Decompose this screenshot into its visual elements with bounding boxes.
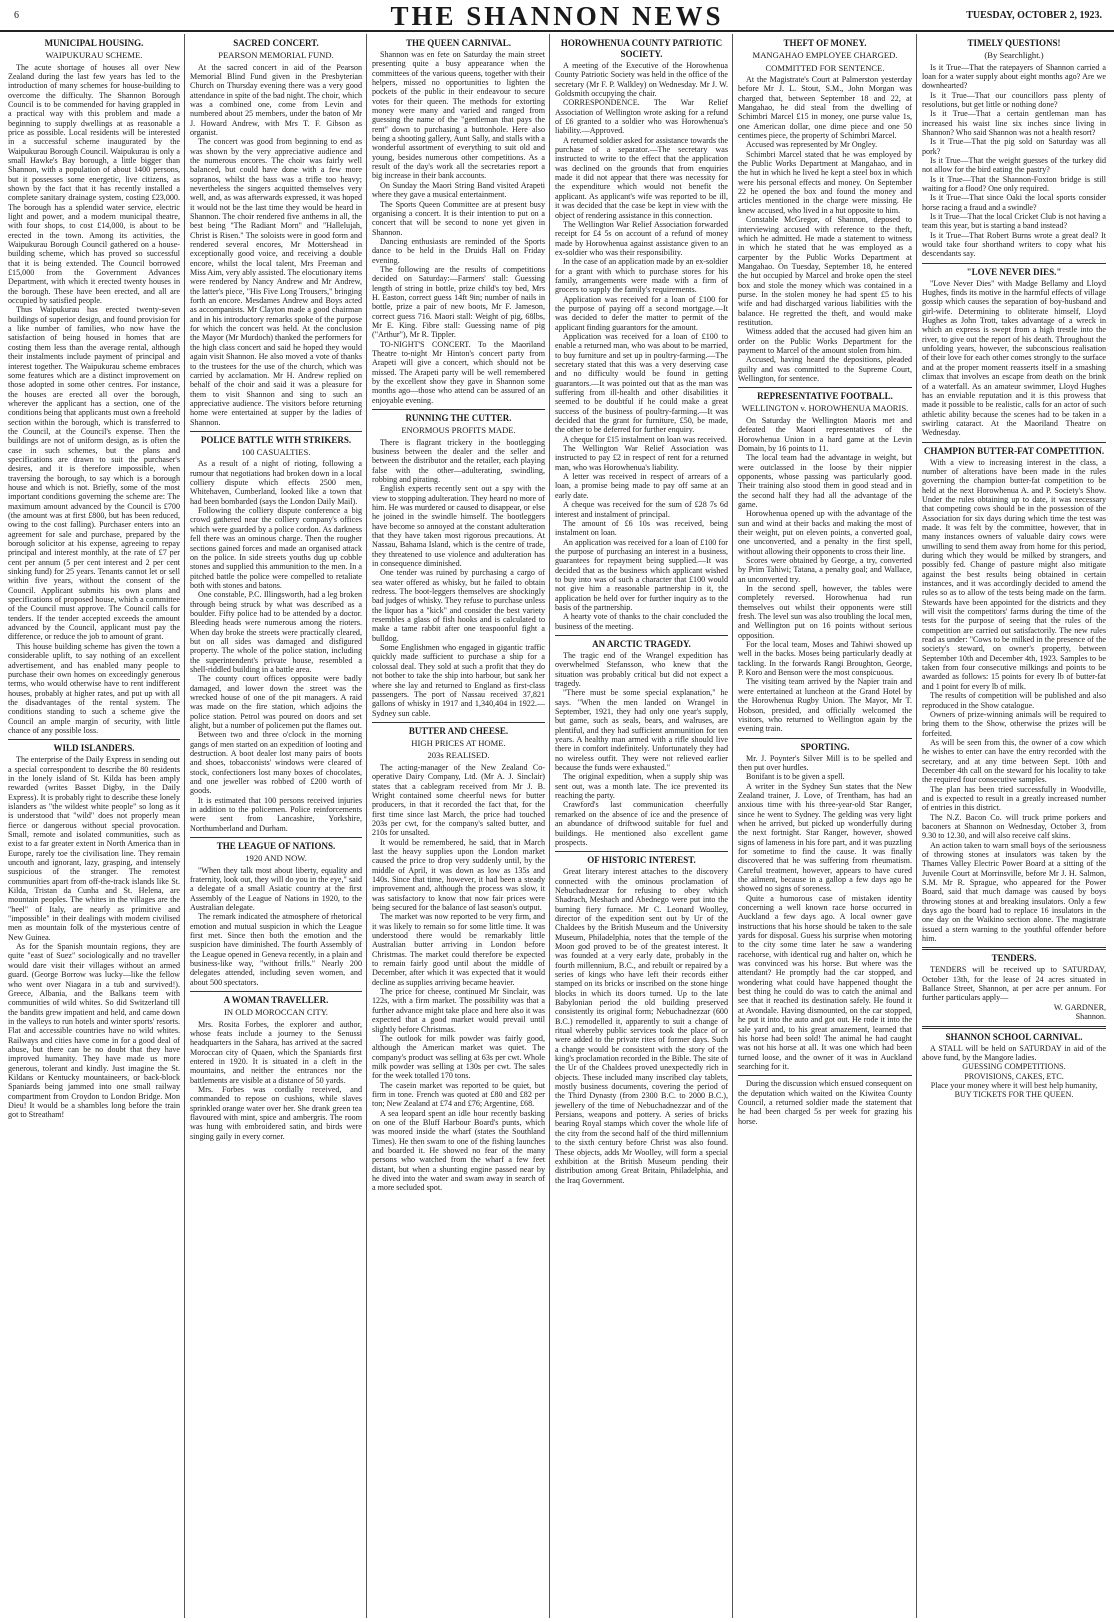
article-paragraph: Following the colliery dispute conference a big crowd gathered near the colliery company's offices which were guarded by a police cordon. As darkness fell there was an ominous charge. Then the rougher sections gained forces and made an organised attack on the police. In side streets youths dug up cobble stones and supplied this ammunition to the men. In a pitched battle the police were compelled to retaliate both with stones and batons. — [190, 506, 362, 590]
article-paragraph: A sea leopard spent an idle hour recently basking on one of the Bluff Harbour Board's punts, which was moored inside the wharf (states the Southland Times). He then swam to one of the fishing launches and boarded it. He showed no fear of the many persons who watched from the wharf a few feet distant, but when a shunting engine passed near by he dived into the water and swam away in search of a more secluded spot. — [372, 1108, 545, 1193]
article-paragraph: Scores were obtained by George, a try, converted by Prim Tahiwi; Tatana, a penalty goal; and Wallace, an unconverted try. — [738, 556, 912, 584]
question-item: Is it True—That the local Cricket Club is not having a team this year, but is starting a band instead? — [922, 212, 1106, 231]
tender-signature: W. GARDNER, — [1053, 1002, 1106, 1012]
article-paragraph: As a result of a night of rioting, following a rumour that negotiations had broken down in a local colliery dispute which effects 2500 men, Whitehaven, Cumberland, looked like a town that had been bombarded (says the London Daily Mail). — [190, 459, 362, 506]
article-paragraph: This house building scheme has given the town a considerable uplift, to say nothing of an excellent advertisement, and has enabled many people to purchase their own homes on exceedingly generous terms, who would otherwise have to rent indifferent houses, probably at higher rates, and put up with all the disadvantages of the rental system. The conditions standing to such a scheme give the Council an ample margin of security, with little chance of any possible loss. — [8, 641, 180, 735]
article-paragraph: A cheque was received for the sum of £28 7s 6d interest and instalment of principal. — [555, 500, 728, 519]
article-paragraph: Quite a humorous case of mistaken identity concerning a well known race horse occurred in Auckland a few days ago. A local owner gave instructions that his horse should be taken to the sale yards for disposal. Guess his surprise when motoring to the city some time later he saw a wandering racehorse, with identical rug and halter on, which he was convinced was his horse. But where was the attendant? He promptly had the car stopped, and wondering what could have happened thought the best thing he could do was to catch the animal and see that it reached its destination safely. He found it at Avondale. Having dismounted, on the car stopped, he put it into the auto and got out. He rode it into the sale yard and, to his great amazement, learned that his horse had been sold! The animal he had caught was not his horse at all. It was one which had been turned loose, and the owner of it was in Auckland searching for it. — [738, 893, 912, 1071]
headline-arctic-tragedy: AN ARCTIC TRAGEDY. — [592, 638, 691, 649]
headline-tenders: TENDERS. — [991, 953, 1037, 964]
article-paragraph: CORRESPONDENCE. The War Relief Association of Wellington wrote asking for a refund of £6 granted to a soldier who was Horowhenua's liability.—Approved. — [555, 98, 728, 136]
issue-date: TUESDAY, OCTOBER 2, 1923. — [966, 10, 1102, 21]
article-divider — [922, 263, 1106, 264]
article-paragraph: Dancing enthusiasts are reminded of the Sports dance to be held in the Druids Hall on Friday evening. — [372, 236, 545, 265]
subhead-committed: COMMITTED FOR SENTENCE. — [765, 62, 885, 73]
article-paragraph: Great literary interest attaches to the discovery connected with the ominous proclamation of Nebuchadnezzar for refusing to obey which Shadrach, Meshach and Abednego were put into the burning fiery furnace. Mr C. Leonard Woolley, director of the expedition sent out by Ur of the Chaldees by the British Museum and the University Museum, Philadelphia, notes that the temple of the Moon god proved to be of the greatest interest. It was founded at a very early date, probably in the fourth millennium, B.C., and rebuilt or repaired by a series of kings who have left their records either stamped on its bricks or inscribed on the stone hinge blocks in which its doors turned. Up to the late Babylonian period the old building preserved consistently its original form; Nebuchadnezzar (600 B.C.) remodelled it, apparently to suit a change of ritual whereby public services took the place of or were added to the private rites of former days. Such a change would be consistent with the story of the king's proclamation recorded in the Bible. The site of the Ur of the Chaldees proved unexpectedly rich in objects. These included many inscribed clay tablets, mostly business documents, covering the period of the Third Dynasty (from 2300 B.C. to 2000 B.C.), jewellery of the time of Nebuchadnezzar and of the Persians, weapons and pottery. A series of bricks bearing Royal stamps which cover the whole life of the city from the second half of the third millennium to the sixth century before Christ was also found. These objects, adds Mr Woolley, will form a special exhibition at the British Museum pending their distribution among Great Britain, Philadelphia, and the Iraq Government. — [555, 867, 728, 1185]
subhead-203s-realised: 203s REALISED. — [427, 750, 490, 761]
question-item: Is it True—That our councillors pass plenty of resolutions, but get little or nothing done? — [922, 90, 1106, 109]
headline-butter-fat-competition: CHAMPION BUTTER-FAT COMPETITION. — [923, 445, 1105, 456]
article-divider — [190, 431, 362, 432]
column-rule — [732, 34, 733, 1618]
article-paragraph: Mrs. Forbes was cordially received, and commanded to repose on cushions, while slaves sprinkled orange water over her. She drank green tea flavoured with mint, spice and ambergris. The room was hung with embroidered satin, and birds were singing gaily in every corner. — [190, 1085, 362, 1141]
article-paragraph: One tender was ruined by purchasing a cargo of sea water offered as whisky, but he failed to obtain redress. The boot-leggers themselves are shockingly bad judges of whisky. They refuse to purchase unless the liquor has a "kick" and consider the best variety resembles a glass of fish hooks and is calculated to make a tame rabbit after one teaspoonful fight a bulldog. — [372, 568, 545, 643]
article-paragraph: A cheque for £15 instalment on loan was received. — [563, 434, 727, 444]
article-paragraph: Witness added that the accused had given him an order on the Public Works Department for the payment to Marcel of the amount stolen from him. — [738, 327, 912, 355]
headline-wild-islanders: WILD ISLANDERS. — [53, 743, 135, 754]
article-paragraph: A letter was received in respect of arrears of a loan, a promise being made to pay off same at an early date. — [555, 472, 728, 500]
article-paragraph: Between two and three o'clock in the morning gangs of men started on an expedition of looting and destruction. A boot dealer lost many pairs of boots and shoes, tobacconists' windows were cleared of stock, confectioners lost many boxes of chocolates, and one jeweller was robbed of £200 worth of goods. — [190, 730, 362, 796]
article-paragraph: In the case of an application made by an ex-soldier for a grant with which to purchase stores for his family, arrangements were made with a firm of grocers to supply the family's requirements. — [555, 257, 728, 295]
article-paragraph: The county court offices opposite were badly damaged, and lower down the street was the wrecked house of one of the pit managers. A raid was made on the fire station, which adjoins the police station. Petrol was poured on doors and set alight, but a number of policemen put the flames out. — [190, 674, 362, 731]
column-rule — [366, 34, 367, 1618]
carnival-line: PROVISIONS, CAKES, ETC. — [964, 1071, 1064, 1081]
headline-patriotic-society: HOROWHENUA COUNTY PATRIOTIC SOCIETY. — [560, 38, 723, 59]
headline-school-carnival: SHANNON SCHOOL CARNIVAL. — [945, 1031, 1083, 1042]
article-divider — [555, 635, 728, 636]
column-5 — [738, 36, 912, 1618]
article-paragraph: The Wellington War Relief Association was instructed to pay £2 in respect of rent for a returned man, who was Horowhenua's liability. — [555, 444, 728, 472]
article-paragraph: The results of competition will be published and also reproduced in the Show catalogue. — [922, 691, 1106, 710]
article-paragraph: The enterprise of the Daily Express in sending out a special correspondent to describe the 80 residents in the lonely island of St. Kilda has been amply rewarded (writes Basset Digby, in the Daily Express). It is probably right to describe these lonely islanders as "the wildest white people" so long as it is understood that "wild" does not properly mean fierce or dangerous without special provocation. Small, remote and isolated communities, such as exist to a far greater extent in North America than in Europe, rarely toe the civilisation line. They remain uncouth and ignorant, lazy, grasping, and intensely suspicious of the stranger. The remotest communities apart from off-the-track islands like St. Kilda, Tristan da Cunha and St. Helena, are mountain peoples. The whites in the villages are the "heel" of Italy, are nearly as primitive and "impossible" in their dealings with modern civilised men as mountain folk of the mysterious centre of New Guinea. — [8, 755, 180, 942]
newspaper-title: THE SHANNON NEWS — [390, 1, 724, 31]
page-number: 6 — [14, 10, 19, 21]
carnival-line: GUESSING COMPETITIONS. — [962, 1062, 1066, 1072]
article-paragraph: TO-NIGHT'S CONCERT. To the Maoriland Theatre to-night Mr Hinton's concert party from Arapeti will give a concert, which should not be missed. The Arapeti party will be well remembered by the excellent show they gave in Shannon some months ago—those who attend can be assured of an enjoyable evening. — [372, 339, 545, 405]
article-paragraph: It would be remembered, he said, that in March last the heavy supplies upon the London market caused the price to drop very suddenly until, by the middle of April, it was down as low as 135s and 140s. Since that time, however, it had been a steady improvement and, although the process was slow, it was satisfactory to know that now fair prices were being secured for the balance of last season's output. — [372, 837, 545, 913]
question-item: Is it True—That the ratepayers of Shannon carried a loan for a water supply about eight months ago? Are we downhearted? — [922, 62, 1106, 91]
article-paragraph: The local team had the advantage in weight, but were outclassed in the loose by their nippier opponents, whose passing was particularly good. Their training also stood them in good stead and in the second half they had all the advantage of the game. — [738, 453, 912, 509]
article-divider — [555, 851, 728, 852]
article-divider — [372, 722, 545, 723]
article-divider — [190, 837, 362, 838]
article-paragraph: "Love Never Dies" with Madge Bellamy and Lloyd Hughes, finds its motive in the harmful effects of village gossip which causes the separation of boy-husband and girl-wife. Determining to obliterate himself, Lloyd Hughes as John Trott, takes advantage of a wreck in which an express is swept from a high trestle into the river, to give out the report of his death. Throughout the unfolding years, however, the subconscious realisation of their love for each other comes strongly to the surface and at the proper moment reasserts itself in a smashing climax that involves an escape from death on the brink of a waterfall. As an amateur swimmer, Lloyd Hughes has an enviable reputation and it is this prowess that made it possible to be realistic, calls for an actor of such athletic ability because the scenes had to be taken in a swirling cataract. At the Maoriland Theatre on Wednesday. — [922, 278, 1106, 438]
headline-league-of-nations: THE LEAGUE OF NATIONS. — [216, 841, 336, 852]
article-divider — [190, 991, 362, 992]
headline-woman-traveller: A WOMAN TRAVELLER. — [223, 995, 329, 1006]
article-divider — [738, 738, 912, 739]
article-paragraph: Horowhenua opened up with the advantage of the sun and wind at their backs and making the most of their weight, put on eleven points, a converted goal, one unconverted, and a penalty in the first spell, without allowing their opponents to cross their line. — [738, 509, 912, 556]
article-divider — [8, 739, 180, 740]
article-divider — [922, 442, 1106, 443]
article-divider — [738, 387, 912, 388]
article-paragraph: A writer in the Sydney Sun states that the New Zealand trainer, J. Love, of Trentham, has had an anxious time with his three-year-old Star Ranger, since he went to Sydney. The gelding was very light when he arrived, but picked up wonderfully during the next fortnight. Star Ranger, however, showed signs of lameness in his fore part, and it was puzzling for sometime to find the cause. It was finally discovered that he was suffering from rheumatism. Careful treatment, however, appears to have cured the ailment, because in a gallop a few days ago he showed no signs of soreness. — [738, 781, 912, 894]
article-paragraph: As will be seen from this, the owner of a cow which he wishes to enter can have the entry recorded with the secretary, and at any time between Sept. 10th and December 4th call on the steward for his locality to take the required four consecutive samples. — [922, 737, 1106, 785]
article-paragraph: It is estimated that 100 persons received injuries in addition to the policemen. Police reinforcements were sent from Lancashire, Yorkshire, Northumberland and Durham. — [190, 795, 362, 833]
article-divider — [738, 1075, 912, 1076]
article-paragraph: Crawford's last communication cheerfully remarked on the absence of ice and the presence of an abundance of driftwood suitable for fuel and buildings. He mentioned also excellent game prospects. — [555, 800, 728, 847]
article-paragraph: Accused was represented by Mr Ongley. — [746, 140, 878, 150]
article-paragraph: The outlook for milk powder was fairly good, although the American market was quiet. The company's product was selling at 63s per cwt. Whole milk powder was selling at 130s per cwt. The sales for the week totalled 170 tons. — [372, 1033, 545, 1081]
article-paragraph: The price for cheese, continued Mr Sinclair, was 122s, with a firm market. The possibility was that a further advance might take place and here also it was expected that a good market would prevail until slightly before Christmas. — [372, 987, 545, 1034]
question-item: Is it True—That since Oaki the local sports consider horse racing a fraud and a swindle? — [922, 193, 1106, 212]
question-item: Is it True—That the pig sold on Saturday was all pork? — [922, 137, 1106, 156]
article-paragraph: The original expedition, when a supply ship was sent out, was a month late. The ice prevented its reaching the party. — [555, 772, 728, 801]
headline-timely-questions: TIMELY QUESTIONS! — [967, 38, 1061, 48]
article-paragraph: English experts recently sent out a spy with the view to stopping adulteration. They heard no more of him. He was murdered or caused to disappear, or else he joined in the swindle himself. The bootleggers have become so annoyed at the constant adulteration that they have taken most rigorous precautions. At Nassau, Bahama Island, which is the centre of trade, they threatened to use violence and adulteration has in consequence diminished. — [372, 484, 545, 569]
article-paragraph: Mr. J. Poynter's Silver Mill is to be spelled and then put over hurdles. — [738, 753, 912, 772]
tender-notice: TENDERS will be received up to SATURDAY, October 13th, for the lease of 24 acres situated in Ballance Street, Shannon, at per acre per annum. For further particulars apply— — [922, 965, 1106, 1003]
article-paragraph: An action taken to warn small boys of the seriousness of throwing stones at insulators was taken by the Thames Valley Electric Power Board at a sitting of the Juvenile Court at Morrinsville, before Mr J. H. Salmon, S.M. Mr R. Sprague, who appeared for the Power Board, said that much damage was caused by boys throwing stones at and breaking insulators. Only a few days ago the board had to replace 16 insulators in the one day on the Waikino section alone. The magistrate issued a stern warning to the youthful offender before him. — [922, 840, 1106, 944]
headline-butter-and-cheese: BUTTER AND CHEESE. — [408, 725, 509, 736]
subhead-enormous-profits: ENORMOUS PROFITS MADE. — [401, 425, 516, 436]
article-paragraph: A hearty vote of thanks to the chair concluded the business of the meeting. — [555, 612, 728, 631]
article-paragraph: A returned soldier asked for assistance towards the purchase of a separator.—The secretary was instructed to write to the effect that the application was declined on the grounds that from enquiries made it did not appear that there was necessity for the expenditure which would not benefit the applicant. As applicant's wife was reported to be ill, it was decided that the case be kept in view with the object of rendering assistance in this connection. — [555, 135, 728, 220]
article-paragraph: Bonifant is to be given a spell. — [746, 772, 845, 782]
article-paragraph: Schimbri Marcel stated that he was employed by the Public Works Department at Mangahao, and in the hut in which he lived he kept a steel box in which were his personal effects and money. On September 22 he opened the box and found the money and articles mentioned in the charge were missing. He knew accused, who lived in a hut opposite to him. — [738, 149, 912, 215]
article-divider — [372, 409, 545, 410]
column-3 — [372, 36, 545, 1618]
article-paragraph: Constable McGregor, of Shannon, deposed to interviewing accused with reference to the theft, which he admitted. He made a statement to witness in which he stated that he was employed as a carpenter by the Public Works Department at Mangahao. On Tuesday, September 18, he entered the hut occupied by Marcel and broke open the steel box and stole the money which was contained in a purse. In the stolen money he had spent £5 to his wife and had discharged various liabilities with the balance. He regretted the theft, and would make restitution. — [738, 215, 912, 327]
article-paragraph: The visiting team arrived by the Napier train and were entertained at luncheon at the Grand Hotel by the Horowhenua Rugby Union. The Mayor, Mr T. Hobson, presided, and officially welcomed the visitors, who returned to Wellington again by the evening train. — [738, 677, 912, 734]
article-paragraph: The plan has been tried successfully in Woodville, and is expected to result in a greatly increased number of entries in this district. — [922, 784, 1106, 813]
headline-running-the-cutter: RUNNING THE CUTTER. — [405, 413, 512, 424]
question-item: Is it True—That the Shannon-Foxton bridge is still waiting for a flood? One only required. — [922, 174, 1106, 193]
article-paragraph: On Sunday the Maori String Band visited Arapeti where they gave a musical entertainment. — [372, 180, 545, 200]
article-paragraph: The following are the results of competitions decided on Saturday:—Farmers' stall: Guessing length of string in bottle, prize child's toy bed, Mrs H. Easton, correct guess 14ft 9in; number of nails in bottle, prize a pair of new boots, Mr F. Jameson, correct guess 716. Maori stall: Weight of pig, 68lbs, Mr E. King. Fibre stall: Guessing name of pig ("Arthur"), Mr R. Tippler. — [372, 264, 545, 340]
article-paragraph: At the Magistrate's Court at Palmerston yesterday before Mr J. L. Stout, S.M., John Morgan was charged that, between September 18 and 22, at Mangahao, he did steal from the dwelling of Schimbri Marcel £15 in money, one purse value 1s, one American dollar, one dime piece and one 50 centimes piece, the property of Schimbri Marcel. — [738, 75, 912, 141]
article-paragraph: As for the Spanish mountain regions, they are quite "east of Suez" sociologically and no traveller would dare visit their villages without an armed guard. (George Borrow was lucky—like the fellow who went over Niagara in a tub and survived!). Greece, Albania, and the Balkans teem with communities of wild whites. So did Switzerland till the bandits grew impatient and held, and came down in the valleys to run hotels and winter sports' resorts. Flat and accessible countries have no wild whites. Railways and cities have come in for a good deal of abuse, but there can be no doubt that they have improved humanity. They have made us more generous, tolerant and kindly. Just imagine the St. Kildans or Kentucky mountaineers, or back-block Spaniards being jammed into one small railway compartment from Croydon to London Bridge. Mon Dieu! It would be a shambles long before the train got to Streatham! — [8, 942, 180, 1120]
article-paragraph: An application was received for a loan of £100 for the purpose of purchasing an interest in a business, guarantees for repayment being supplied.—It was decided that as the business which applicant wished to buy into was of such a character that £100 would not give him a reasonable partnership in it, the application be held over for further inquiry as to the basis of the partnership. — [555, 537, 728, 612]
carnival-notice: A STALL will be held on SATURDAY in aid of the above fund, by the Mangore ladies. — [922, 1043, 1106, 1062]
headline-municipal-housing: MUNICIPAL HOUSING. — [44, 38, 144, 48]
subhead-high-prices: HIGH PRICES AT HOME. — [411, 737, 506, 748]
article-paragraph: During the discussion which ensued consequent on the deputation which waited on the Kiwitea County Council, a returned soldier made the statement that he had been charged 5s per week for grazing his horse. — [738, 1079, 912, 1126]
article-paragraph: Shannon was en fete on Saturday the main street presenting quite a busy appearance when the committees of the various queens, together with their helpers, missed no opportunities to lighten the pockets of the public in their endeavour to secure votes for their queen. The methods for extorting money were many and varied and ranged from guessing the name of the "gentleman that pays the rent" down to purchasing a buttonhole. Here also being a shooting gallery, Aunt Sally, and stalls with a wonderful assortment of everything to suit old and young, besides numerous other competitions. As a result of the day's work all the secretaries report a big increase in their bank accounts. — [372, 50, 545, 181]
carnival-line: Place your money where it will best help humanity, — [930, 1080, 1098, 1090]
column-4 — [555, 36, 728, 1618]
article-paragraph: The concert was good from beginning to end as was shown by the very appreciative audience and the numerous encores. The choir was fairly well balanced, but could have done with a few more sopranos, whilst the bass was a trifle too heavy; nevertheless the singers acquitted themselves very well, and, as was afterwards expressed, it was hoped it would not be the last time they would be heard in Shannon. The choir rendered five anthems in all, the best being "The Radiant Morn" and "Hallelujah, Christ is Risen." The soloists were in good form and rendered several encores, Mr Mottershead in exceptionally good voice, and receiving a double encore, whilst the local talent, Mrs Freeman and Miss Aim, very ably assisted. The elocutionary items were rendered by Nancy Andrew and Mr Andrew, the latter's piece, "His Five Long Trousers," bringing forth an encore. Mesdames Andrew and Boys acted as accompanists. Mr Clayton made a good chairman and in his introductory remarks spoke of the purpose for which the concert was held. At the conclusion the Mayor (Mr Murdoch) thanked the performers for the high class concert and said he hoped they would again visit Shannon. He also moved a vote of thanks to the trustees for the use of the church, which was carried by acclamation. Mr H. Andrew replied on behalf of the choir and said it was a pleasure for them to visit Shannon and sing to such an appreciative audience. The visitors before returning home were entertained at supper by the ladies of Shannon. — [190, 137, 362, 427]
question-item: Is it True—That the weight guesses of the turkey did not allow for the bird eating the pastry? — [922, 155, 1106, 175]
article-paragraph: The acting-manager of the New Zealand Co-operative Dairy Company, Ltd. (Mr A. J. Sinclair) states that a cablegram received from Mr J. B. Wright contained some cheerful news for butter producers, in that it recorded the fact that, for the first time since last March, the price had touched 203s per cwt, for the company's salted butter, and 210s for unsalted. — [372, 762, 545, 838]
subhead-mangahao-employee: MANGAHAO EMPLOYEE CHARGED. — [752, 50, 898, 60]
article-paragraph: Owners of prize-winning animals will be required to bring them to the Show, otherwise the prizes will be forfeited. — [922, 709, 1106, 738]
article-paragraph: There is flagrant trickery in the bootlegging business between the dealer and the seller and between the distributor and the retailer, each playing false with the other—adulterating, swindling, robbing and pirating. — [372, 437, 545, 484]
article-paragraph: Accused, having heard the depositions, pleaded guilty and was committed to the Supreme Court, Wellington, for sentence. — [738, 355, 912, 383]
article-paragraph: "When they talk most about liberty, equality and fraternity, look out, they will do you in the eye," said a delegate of a small Asiatic country at the first Assembly of the League of Nations in 1920, to the Australian delegate. — [190, 865, 362, 913]
column-6 — [922, 36, 1106, 1618]
column-rule — [549, 34, 550, 1618]
headline-theft-of-money: THEFT OF MONEY. — [783, 38, 867, 48]
headline-police-battle: POLICE BATTLE WITH STRIKERS. — [200, 434, 352, 445]
article-paragraph: One constable, P.C. Illingsworth, had a leg broken through being struck by what was described as a boulder. Fifty police had to be attended by a doctor. Bleeding heads were numerous among the rioters. When day broke the streets were practically cleared, but on all sides was damaged and disfigured property. The whole of the police station, including the superintendent's private house, resembled a shell-riddled building in a battle area. — [190, 590, 362, 674]
article-paragraph: The casein market was reported to be quiet, but firm in tone. French was quoted at £80 and £82 per ton; New Zealand at £74 and £76; Argentine, £68. — [372, 1080, 545, 1109]
subhead-casualties: 100 CASUALTIES. — [241, 446, 311, 457]
question-item: Is it True—That Robert Burns wrote a great deal? It would take four shorthand writers to copy what his descendants say. — [922, 230, 1106, 259]
headline-sporting: SPORTING. — [800, 741, 850, 752]
column-1 — [8, 36, 180, 1618]
column-rule — [184, 34, 185, 1618]
article-paragraph: The Wellington War Relief Association forwarded receipt for £4 5s on account of a refund of money made by Horowhenua against assistance given to an ex-soldier who was their responsibility. — [555, 219, 728, 257]
headline-love-never-dies: "LOVE NEVER DIES." — [966, 266, 1062, 277]
article-paragraph: Mrs. Rosita Forbes, the explorer and author, whose feats include a journey to the Senussi headquarters in the Sahara, has arrived at the sacred Moroccan city of Quaen, which the Spaniards first entered in 1920. It is situated in a cleft in the mountains, and neither the entrances nor the battlements are visible at a distance of 50 yards. — [190, 1019, 362, 1085]
article-paragraph: At the sacred concert in aid of the Pearson Memorial Blind Fund given in the Presbyterian Church on Thursday evening there was a very good attendance in spite of the bad night. The choir, which was a combined one, come from Levin and numbered about 25 members, under the baton of Mr J. Howard Andrew, with Mrs T. F. Gibson as organist. — [190, 62, 362, 137]
question-item: Is it True—That a certain gentleman man has increased his waist line six inches since living in Shannon? Who said Shannon was not a health resort? — [922, 109, 1106, 137]
article-paragraph: A meeting of the Executive of the Horowhenua County Patriotic Society was held in the office of the secretary (Mr F. P. Walkley) on Wednesday. Mr J. W. Goldsmith occupying the chair. — [555, 61, 728, 99]
subhead-waipukurau: WAIPUKURAU SCHEME. — [45, 50, 143, 60]
column-2 — [190, 36, 362, 1618]
article-paragraph: The acute shortage of houses all over New Zealand during the last few years has led to the introduction of many schemes for house-building to overcome the difficulty. The Shannon Borough Council is to be commended for having grappled in a practical way with this problem and made a beginning to supply dwellings at as reasonable a price as possible. Local residents will be interested in a successful scheme inaugurated by the Waipukurau Borough Council. Waipukurau is only a small Hawke's Bay borough, a little bigger than Shannon, with a population of about 1400 persons, but it possesses some energetic, live citizens, as shown by the fact that it has recently installed a complete sanitary drainage system, costing £23,000. The borough has a splendid water service, electric light and power, and a modern municipal theatre, with four shops, to cost £14,000, is about to be erected in the town. Among its activities, the Waipukurau Borough Council gathered on a house-building scheme, which has proved so successful that it is being extended. The Council borrowed £15,000 from the Government Advances Department, with which it erected twenty houses in the borough. These have been erected, and all are occupied by satisfied people. — [8, 62, 180, 306]
tender-signature-town: Shannon. — [1075, 1012, 1106, 1022]
headline-sacred-concert: SACRED CONCERT. — [233, 38, 319, 48]
subhead-wellington-v-horowhenua: WELLINGTON v. HOROWHENUA MAORIS. — [741, 403, 909, 414]
article-paragraph: "There must be some special explanation," he says. "When the men landed on Wrangel in September, 1921, they had only one year's supply, but game, such as seals, bears, and walruses, are plentiful, and they had sufficient ammunition for ten years. A healthy man armed with a rifle should live there in comfort indefinitely. Unfortunately they had no wireless outfit. They were not relieved earlier because the funds were exhausted." — [555, 688, 728, 773]
article-paragraph: For the local team, Moses and Tahiwi showed up well in the backs. Moses being particularly deadly at tackling. In the forwards Rangi Broughton, George, P. Koro and Benson were the most conspicuous. — [738, 640, 912, 678]
subhead-searchlight: (By Searchlight.) — [984, 50, 1044, 60]
article-paragraph: Application was received for a loan of £100 to enable a returned man, who was about to be married, to buy furniture and set up in poultry-farming.—The secretary stated that this was a very deserving case and no difficulty would be found in getting guarantors.—It was pointed out that as the man was suffering from ill-health and other disabilities it seemed to be doubtful if he could make a great success of the business of poultry-farming.—It was decided that the grant for furniture, £50, be made, the other to be deferred for further enquiry. — [555, 331, 728, 435]
advert-divider — [922, 947, 1106, 950]
article-paragraph: The market was now reported to be very firm, and it was likely to remain so for some little time. It was understood there would be remarkably little Australian butter arriving in London before Christmas. The market could therefore be expected to remain fairly good until about the middle of December, after which it was expected that it would decline as supplies arriving became heavier. — [372, 912, 545, 987]
article-paragraph: The amount of £6 10s was received, being instalment on loan. — [555, 518, 728, 538]
headline-historic-interest: OF HISTORIC INTEREST. — [587, 855, 696, 866]
article-paragraph: The tragic end of the Wrangel expedition has overwhelmed Stefansson, who knew that the situation was probably critical but did not expect a tragedy. — [555, 650, 728, 688]
article-paragraph: With a view to increasing interest in the class, a number of alterations have been made in the rules governing the champion butter-fat competition to be held at the next Horowhenua A. and P. Society's Show. Under the rules obtaining up to date, it was necessary that competing cows should be in the possession of the Association for six days during which time the test was made. It was felt by the committee, however, that in many instances owners of valuable dairy cows were unwilling to send them away from home for this period, during which they would be milked by strangers, and possibly fed. Change of pasture might also mitigate against the best results being obtained in certain instances, and it was accordingly decided to amend the rules so as to allow of the tests being made on the farm. Stewards have been appointed for the districts and they will visit the competitors' farms during the time of the tests for the purpose of seeing that the rules of the competition are carried out satisfactorily. The new rules read as under: "Cows to be milked in the presence of the society's steward, on owner's property, between September 10th and December 4th, 1923. Samples to be taken from four consecutive milkings and points to be awarded as follows: 15 points for every lb of butter-fat and 1 point for every lb of milk. — [922, 457, 1106, 691]
masthead — [0, 0, 1114, 32]
article-paragraph: The N.Z. Bacon Co. will truck prime porkers and baconers at Shannon on Wednesday, October 3, from 9.30 to 12.30, and will also receive calf skins. — [922, 812, 1106, 841]
column-rule — [916, 34, 917, 1618]
article-paragraph: The Sports Queen Committee are at present busy organising a concert. It is their intention to put on a concert that will be second to none yet given in Shannon. — [372, 199, 545, 237]
article-paragraph: Application was received for a loan of £100 for the purpose of paying off a second mortgage.—It was decided to defer the matter to permit of the applicant finding guarantors for the amount. — [555, 294, 728, 332]
article-paragraph: On Saturday the Wellington Maoris met and defeated the Maori representatives of the Horowhenua Union in a hard game at the Levin Domain, by 16 points to 11. — [738, 415, 912, 453]
article-paragraph: In the second spell, however, the tables were completely reversed. Horowhenua had run themselves out whilst their opponents were still fresh. The level sun was also troubling the local men, and Wellington put on 16 points without serious opposition. — [738, 584, 912, 640]
advert-divider — [922, 1026, 1106, 1029]
article-paragraph: Some Englishmen who engaged in gigantic traffic quickly made sufficient to purchase a ship for a colossal deal. They sold at such a profit that they do not bother to take the ship into harbour, but sank her where she lay and returned to England as first-class passengers. The port of Nassau received 37,821 gallons of whisky in 1917 and 1,340,404 in 1922.—Sydney sun cable. — [372, 643, 545, 718]
headline-representative-football: REPRESENTATIVE FOOTBALL. — [757, 391, 893, 402]
subhead-pearson-fund: PEARSON MEMORIAL FUND. — [218, 50, 334, 60]
subhead-moroccan-city: IN OLD MOROCCAN CITY. — [224, 1007, 328, 1018]
article-paragraph: The remark indicated the atmosphere of rhetorical emotion and mutual suspicion in which the League first met. Since then both the emotion and the suspicion have diminished. The fourth Assembly of the League opened in Geneva recently, in a plain and business-like way, "without frills." Nearly 200 delegates attended, including seven women, and about 500 spectators. — [190, 912, 362, 987]
subhead-1920-and-now: 1920 AND NOW. — [245, 853, 307, 864]
carnival-line: BUY TICKETS FOR THE QUEEN. — [954, 1090, 1074, 1100]
headline-queen-carnival: THE QUEEN CARNIVAL. — [405, 38, 512, 48]
article-paragraph: Thus Waipukurau has erected twenty-seven buildings of superior design, and found provision for a like number of families, who now have the satisfaction of being housed in homes that are costing them less than the average rental, although their instalments include payment of principal and interest together. The Waipukurau scheme embraces some features which are a distinct improvement on those adopted in some other centres. For instance, the houses are erected all over the borough, wherever the applicant has a section, one of the conditions being that applicants must own a freehold section within the borough, which is transferred to the Council, at the Council's expense. Then the buildings are not of uniform design, as is often the case in such schemes, but the plans and specifications are drawn to suit the purchaser's desires, and it is therefore impossible, when traversing the borough, to say which is a borough house and which is not. Briefly, some of the most important conditions governing the scheme are: The maximum amount advanced by the Council is £700 (the amount was at first £800, but has been reduced, owing to the cost falling). Purchaser enters into an agreement for sale and purchase, prepared by the borough solicitor at his expense, agreeing to repay principal and interest monthly, at the rate of £7 per cent per annum (5 per cent interest and 2 per cent sinking fund) for 25 years. Tenants cannot let or sell within five years, without the consent of the Council. Applicant submits his own plans and specifications of proposed house, which a committee of the Council must approve. The Council calls for tenders. If the tender accepted exceeds the amount advanced by the Council, applicant must pay the difference, or reduce the job to amount of grant. — [8, 305, 180, 642]
